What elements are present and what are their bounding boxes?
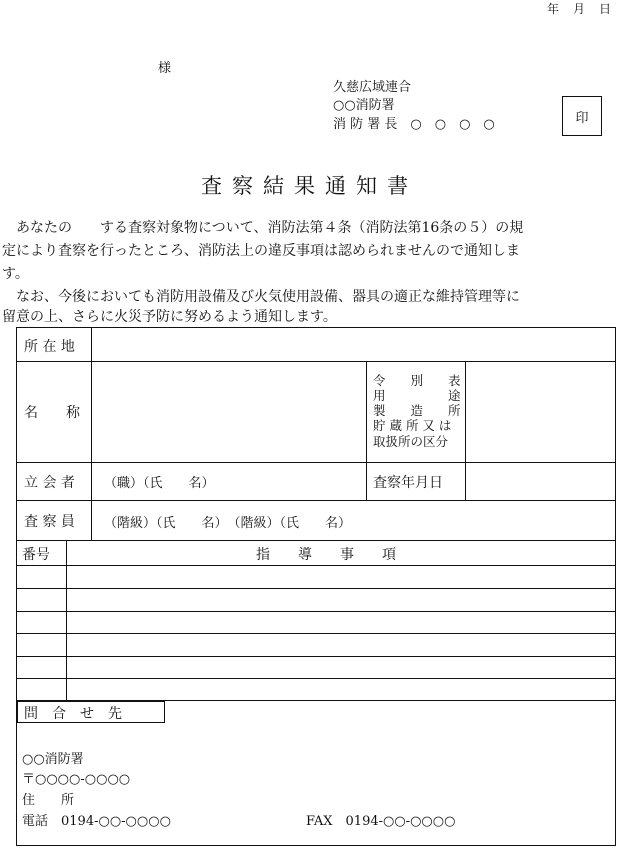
row-divider xyxy=(16,633,616,634)
addressee-suffix: 様 xyxy=(158,61,172,76)
issuer-station: ○○消防署 xyxy=(333,98,395,113)
row-divider xyxy=(16,500,616,501)
row-divider xyxy=(16,678,616,679)
column-divider xyxy=(465,361,466,500)
order-label-line-2: 用 途 xyxy=(373,388,461,403)
document-title: 査察結果通知書 xyxy=(201,174,418,198)
seal-label: 印 xyxy=(575,110,589,126)
row-divider xyxy=(16,361,616,362)
witness-label: 立 会 者 xyxy=(24,475,75,491)
contact-station: ○○消防署 xyxy=(22,752,84,767)
row-divider xyxy=(16,462,616,463)
paragraph-2-line-2: 留意の上、さらに火災予防に努めるよう通知します。 xyxy=(2,309,337,325)
contact-postal: 〒○○○○-○○○○ xyxy=(22,772,131,787)
column-divider xyxy=(366,361,367,500)
issue-date: 年 月 日 xyxy=(547,2,613,16)
witness-value: （職）（氏 名） xyxy=(104,476,215,491)
order-label-line-4: 貯 蔵 所 又 は xyxy=(373,418,452,433)
inspection-date-label: 査察年月日 xyxy=(373,475,443,491)
label-column-divider xyxy=(91,327,92,540)
paragraph-1-line-1: あなたの する査察対象物について、消防法第４条（消防法第16条の５）の規 xyxy=(2,220,524,236)
issuer-organization: 久慈広域連合 xyxy=(333,80,412,95)
inspector-value: （階級）（氏 名） （階級）（氏 名） xyxy=(104,516,352,531)
row-divider xyxy=(16,565,616,566)
contact-label: 問 合 せ 先 xyxy=(24,706,122,722)
guidance-header: 指 導 事 項 xyxy=(256,547,396,563)
contact-fax: FAX 0194-○○-○○○○ xyxy=(306,814,456,829)
seal-box xyxy=(562,96,602,136)
order-label-line-3: 製 造 所 xyxy=(373,403,461,418)
name-label: 名 称 xyxy=(24,405,80,421)
number-column-divider xyxy=(66,540,67,700)
location-label: 所 在 地 xyxy=(24,339,75,355)
row-divider xyxy=(16,540,616,541)
row-divider xyxy=(16,588,616,589)
contact-address-label: 住 所 xyxy=(22,793,75,808)
issuer-chief: 消 防 署 長 ○ ○ ○ ○ xyxy=(333,117,495,132)
paragraph-1-line-3: す。 xyxy=(2,266,29,282)
contact-phone: 電話 0194-○○-○○○○ xyxy=(22,814,171,829)
row-divider xyxy=(16,611,616,612)
paragraph-2-line-1: なお、今後においても消防用設備及び火気使用設備、器具の適正な維持管理等に xyxy=(2,289,520,305)
order-label-line-1: 令 別 表 xyxy=(373,373,461,388)
order-label-line-5: 取扱所の区分 xyxy=(373,434,449,449)
number-header: 番号 xyxy=(22,547,50,563)
row-divider xyxy=(16,656,616,657)
paragraph-1-line-2: 定により査察を行ったところ、消防法上の違反事項は認められませんので通知しま xyxy=(2,243,520,259)
inspector-label: 査 察 員 xyxy=(24,514,75,530)
